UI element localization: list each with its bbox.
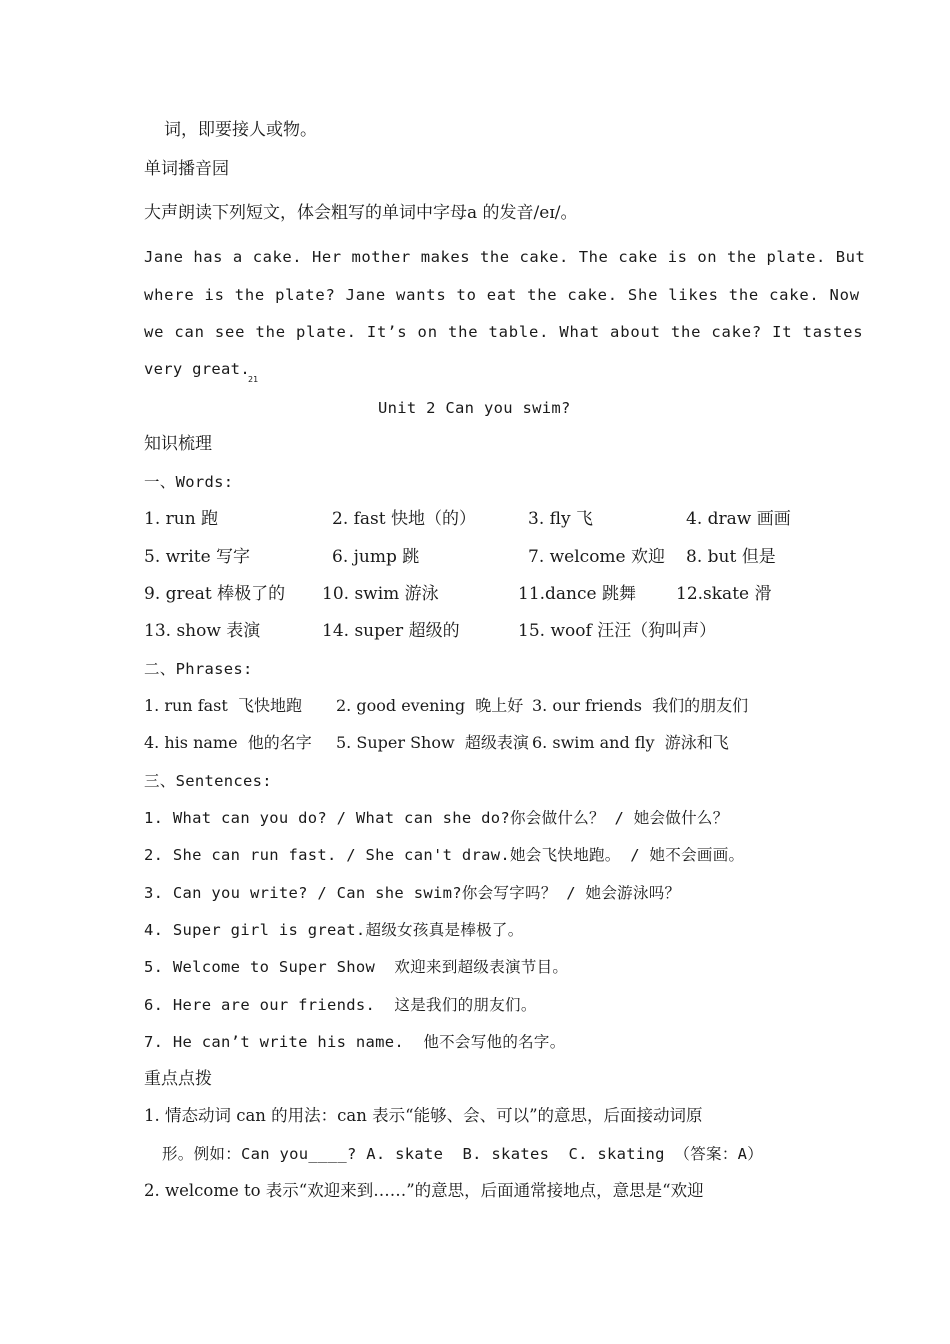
key-point-line: 形。例如：Can you____? A. skate B. skates C. skating （答案：A） (162, 1145, 764, 1163)
phrase-item: 5. Super Show 超级表演 (336, 733, 529, 752)
word-item: 13. show 表演 (144, 621, 261, 641)
sentence-item: 5. Welcome to Super Show 欢迎来到超级表演节目。 (144, 958, 569, 976)
phrase-item: 6. swim and fly 游泳和飞 (532, 733, 729, 752)
word-item: 9. great 棒极了的 (144, 584, 286, 604)
sentence-item: 7. He can’t write his name. 他不会写他的名字。 (144, 1033, 566, 1051)
key-points-heading: 重点点拨 (144, 1069, 212, 1089)
continuation-text: 词，即要接人或物。 (164, 120, 317, 140)
passage-line: we can see the plate. It’s on the table. What about the cake? It tastes (144, 323, 864, 341)
words-heading: 一、Words: (144, 473, 234, 491)
sentence-item: 4. Super girl is great.超级女孩真是棒极了。 (144, 921, 524, 939)
section-heading: 单词播音园 (144, 159, 229, 179)
unit-title: Unit 2 Can you swim? (378, 399, 571, 417)
phrase-item: 3. our friends 我们的朋友们 (532, 696, 749, 715)
key-point-line: 1. 情态动词 can 的用法：can 表示“能够、会、可以”的意思，后面接动词原 (144, 1106, 703, 1125)
word-item: 7. welcome 欢迎 (528, 547, 666, 567)
word-item: 5. write 写字 (144, 547, 251, 567)
word-item: 4. draw 画画 (686, 509, 791, 529)
word-item: 11.dance 跳舞 (518, 584, 636, 604)
sentences-heading: 三、Sentences: (144, 772, 272, 790)
passage-line: where is the plate? Jane wants to eat the cake. She likes the cake. Now (144, 286, 860, 304)
word-item: 1. run 跑 (144, 509, 219, 529)
word-item: 3. fly 飞 (528, 509, 593, 529)
phrase-item: 4. his name 他的名字 (144, 733, 312, 752)
word-item: 2. fast 快地（的） (332, 509, 477, 529)
passage-line: Jane has a cake. Her mother makes the cake. The cake is on the plate. But (144, 248, 866, 266)
instruction-text: 大声朗读下列短文，体会粗写的单词中字母a 的发音/eɪ/。 (144, 203, 578, 223)
sentence-item: 3. Can you write? / Can she swim?你会写字吗？ / 她会游泳吗？ (144, 884, 681, 902)
key-point-line: 2. welcome to 表示“欢迎来到……”的意思，后面通常接地点，意思是“欢迎 (144, 1181, 704, 1200)
phrase-item: 2. good evening 晚上好 (336, 696, 524, 715)
passage-line: very great. (144, 360, 250, 378)
word-item: 12.skate 滑 (676, 584, 772, 604)
word-item: 8. but 但是 (686, 547, 776, 567)
word-item: 14. super 超级的 (322, 621, 460, 641)
phrases-heading: 二、Phrases: (144, 660, 253, 678)
phrase-item: 1. run fast 飞快地跑 (144, 696, 302, 715)
sentence-item: 1. What can you do? / What can she do?你会做什么？ / 她会做什么？ (144, 809, 729, 827)
knowledge-heading: 知识梳理 (144, 434, 212, 454)
sentence-item: 2. She can run fast. / She can't draw.她会飞快地跑。 / 她不会画画。 (144, 846, 745, 864)
footnote-mark: 21 (248, 375, 259, 384)
word-item: 6. jump 跳 (332, 547, 420, 567)
word-item: 10. swim 游泳 (322, 584, 439, 604)
sentence-item: 6. Here are our friends. 这是我们的朋友们。 (144, 996, 537, 1014)
word-item: 15. woof 汪汪（狗叫声） (518, 621, 717, 641)
